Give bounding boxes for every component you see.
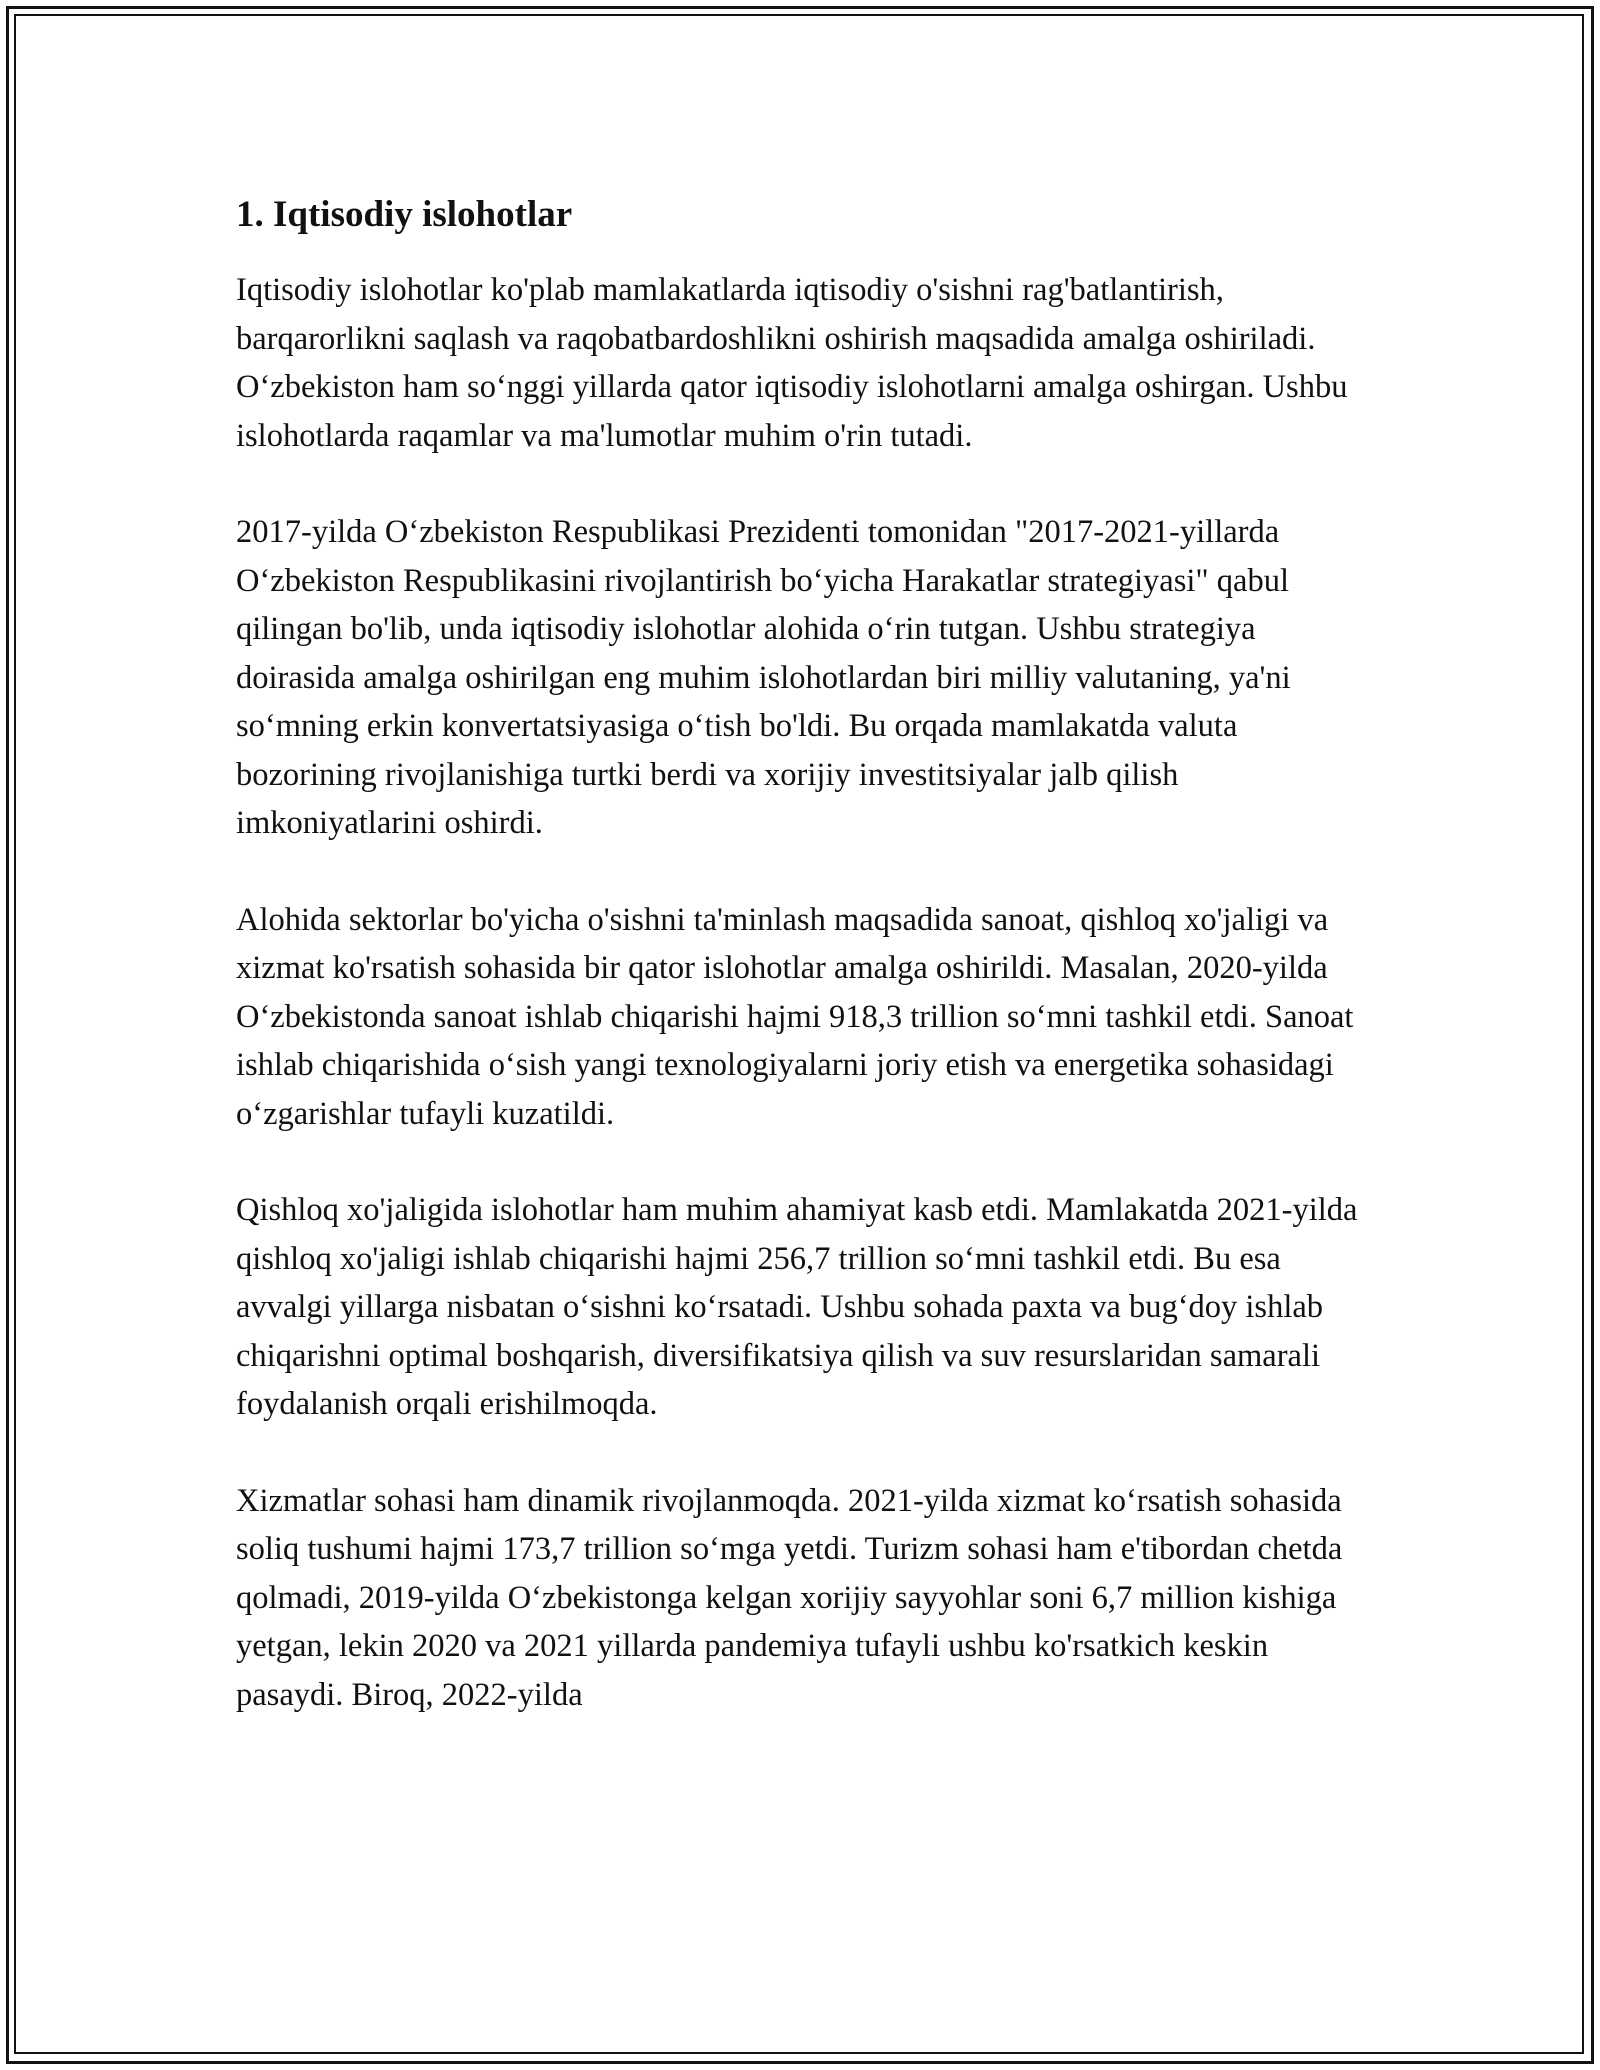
- paragraph-agriculture: Qishloq xo'jaligida islohotlar ham muhim ahamiyat kasb etdi. Mamlakatda 2021-yilda qishloq xo'jaligi ishlab chiqarishi hajmi 256,7 trillion so‘mni tashkil etdi. Bu esa avvalgi yillarga nisbatan o‘sishni ko‘rsatadi. Ushbu sohada paxta va bug‘doy ishlab chiqarishni optimal boshqarish, diversifikatsiya qilish va suv resurslaridan samarali foydalanish orqali erishilmoqda.: [236, 1192, 1358, 1422]
- document-page: [236, 186, 1366, 1767]
- paragraph-industry: Alohida sektorlar bo'yicha o'sishni ta'minlash maqsadida sanoat, qishloq xo'jaligi va xizmat ko'rsatish sohasida bir qator islohotlar amalga oshirildi. Masalan, 2020-yilda O‘zbekistonda sanoat ishlab chiqarishi hajmi 918,3 trillion so‘mni tashkil etdi. Sanoat ishlab chiqarishida o‘sish yangi texnologiyalarni joriy etish va energetika sohasidagi o‘zgarishlar tufayli kuzatildi.: [236, 901, 1354, 1132]
- paragraph-strategy: 2017-yilda O‘zbekiston Respublikasi Prezidenti tomonidan "2017-2021-yillarda O‘zbekiston Respublikasini rivojlantirish bo‘yicha Harakatlar strategiyasi" qabul qilingan bo'lib, unda iqtisodiy islohotlar alohida o‘rin tutgan. Ushbu strategiya doirasida amalga oshirilgan eng muhim islohotlardan biri milliy valutaning, ya'ni so‘mning erkin konvertatsiyasiga o‘tish bo'ldi. Bu orqada mamlakatda valuta bozorining rivojlanishiga turtki berdi va xorijiy investitsiyalar jalb qilish imkoniyatlarini oshirdi.: [236, 514, 1291, 841]
- paragraph-services: Xizmatlar sohasi ham dinamik rivojlanmoqda. 2021-yilda xizmat ko‘rsatish sohasida soliq tushumi hajmi 173,7 trillion so‘mga yetdi. Turizm sohasi ham e'tibordan chetda qolmadi, 2019-yilda O‘zbekistonga kelgan xorijiy sayyohlar soni 6,7 million kishiga yetgan, lekin 2020 va 2021 yillarda pandemiya tufayli ushbu ko'rsatkich keskin pasaydi. Biroq, 2022-yilda: [236, 1482, 1343, 1713]
- paragraph-intro: Iqtisodiy islohotlar ko'plab mamlakatlarda iqtisodiy o'sishni rag'batlantirish, barqarorlikni saqlash va raqobatbardoshlikni oshirish maqsadida amalga oshiriladi. O‘zbekiston ham so‘nggi yillarda qator iqtisodiy islohotlarni amalga oshirgan. Ushbu islohotlarda raqamlar va ma'lumotlar muhim o'rin tutadi.: [236, 272, 1348, 454]
- section-heading: 1. Iqtisodiy islohotlar: [236, 194, 573, 235]
